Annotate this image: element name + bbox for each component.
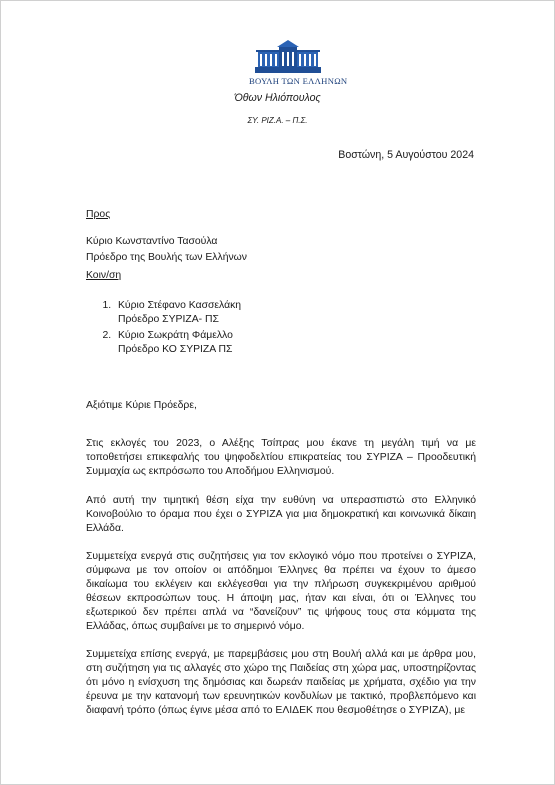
- recipient-title: Πρόεδρο της Βουλής των Ελλήνων: [86, 252, 247, 263]
- parliament-building-icon: [255, 37, 321, 73]
- party-name: ΣΥ. ΡΙΖ.Α. – Π.Σ.: [247, 116, 308, 125]
- institution-name: ΒΟΥΛΗ ΤΩΝ ΕΛΛΗΝΩΝ: [249, 76, 348, 86]
- cc-recipient-name: 2. Κύριο Σωκράτη Φάμελλο: [118, 330, 233, 341]
- paragraph-text: Συμμετείχα επίσης ενεργά, με παρεμβάσεις μου στη Βουλή αλλά και με άρθρα μου, στη συζήτηση για τις αλλαγές στο χώρο της Παιδείας στη χώρα μας, υποστηρίζοντας ότι μόνο η ενίσχυση της δημόσιας και δωρεάν παιδείας με χρήματα, σχέδιο για την έρευνα με την κατανομή των ερευνητικών κονδυλίων με τακτικό, προβλεπόμενο και διαφανή τρόπο (όπως έγινε μέσα από το ΕΛΙΔΕΚ που θεσμοθέτησε ο ΣΥΡΙΖΑ), με: [86, 649, 476, 716]
- cc-item: [114, 329, 476, 357]
- cc-label: Κοιν/ση: [86, 270, 122, 281]
- cc-block: [86, 269, 476, 357]
- to-label: Προς: [86, 209, 111, 220]
- body-paragraph: [86, 648, 476, 718]
- cc-recipient-name: 1. Κύριο Στέφανο Κασσελάκη: [118, 300, 242, 311]
- salutation: Αξιότιμε Κύριε Πρόεδρε,: [86, 400, 197, 411]
- cc-list: [86, 299, 476, 357]
- sender-name: Όθων Ηλιόπουλος: [234, 92, 321, 104]
- paragraph-text: Στις εκλογές του 2023, ο Αλέξης Τσίπρας μου έκανε τη μεγάλη τιμή να με τοποθετήσει επικεφαλής του ψηφοδελτίου επικρατείας του ΣΥΡΙΖΑ – Προοδευτική Συμμαχία ως εκπρόσωπο του Αποδήμου Ελληνισμού.: [86, 438, 476, 477]
- paragraph-text: Συμμετείχα ενεργά στις συζητήσεις για τον εκλογικό νόμο που προτείνει ο ΣΥΡΙΖΑ, σύμφωνα με τον οποίον οι απόδημοι Έλληνες θα πρέπει να έχουν το άμεσο δικαίωμα του εκλέγειν και εκλέγεσθαι για την πλήρωση συγκεκριμένου αριθμού θέσεων εκπροσώπων τους. Η άποψη μας, ήταν και είναι, ότι οι Έλληνες του εξωτερικού δεν πρέπει απλά να “δανείζουν” τις ψήφους τους στα κόμματα της Ελλάδας, όπως συμβαίνει με το σημερινό νόμο.: [86, 551, 476, 632]
- cc-item: [114, 299, 476, 327]
- cc-recipient-title: Πρόεδρο ΚΟ ΣΥΡΙΖΑ ΠΣ: [118, 344, 233, 355]
- body-paragraph: [86, 550, 476, 634]
- parliament-logo: [249, 37, 348, 88]
- body-paragraph: [86, 437, 476, 479]
- recipient-name: Κύριο Κωνσταντίνο Τασούλα: [86, 236, 218, 247]
- paragraph-text: Από αυτή την τιμητική θέση είχα την ευθύνη να υπερασπιστώ στο Ελληνικό Κοινοβούλιο το όραμα που έχει ο ΣΥΡΙΖΑ για μια δημοκρατική και κοινωνικά δίκαιη Ελλάδα.: [86, 495, 476, 534]
- letter-date: Βοστώνη, 5 Αυγούστου 2024: [338, 149, 474, 161]
- recipient-block: [86, 208, 476, 265]
- body-paragraph: [86, 494, 476, 536]
- cc-recipient-title: Πρόεδρο ΣΥΡΙΖΑ- ΠΣ: [118, 314, 219, 325]
